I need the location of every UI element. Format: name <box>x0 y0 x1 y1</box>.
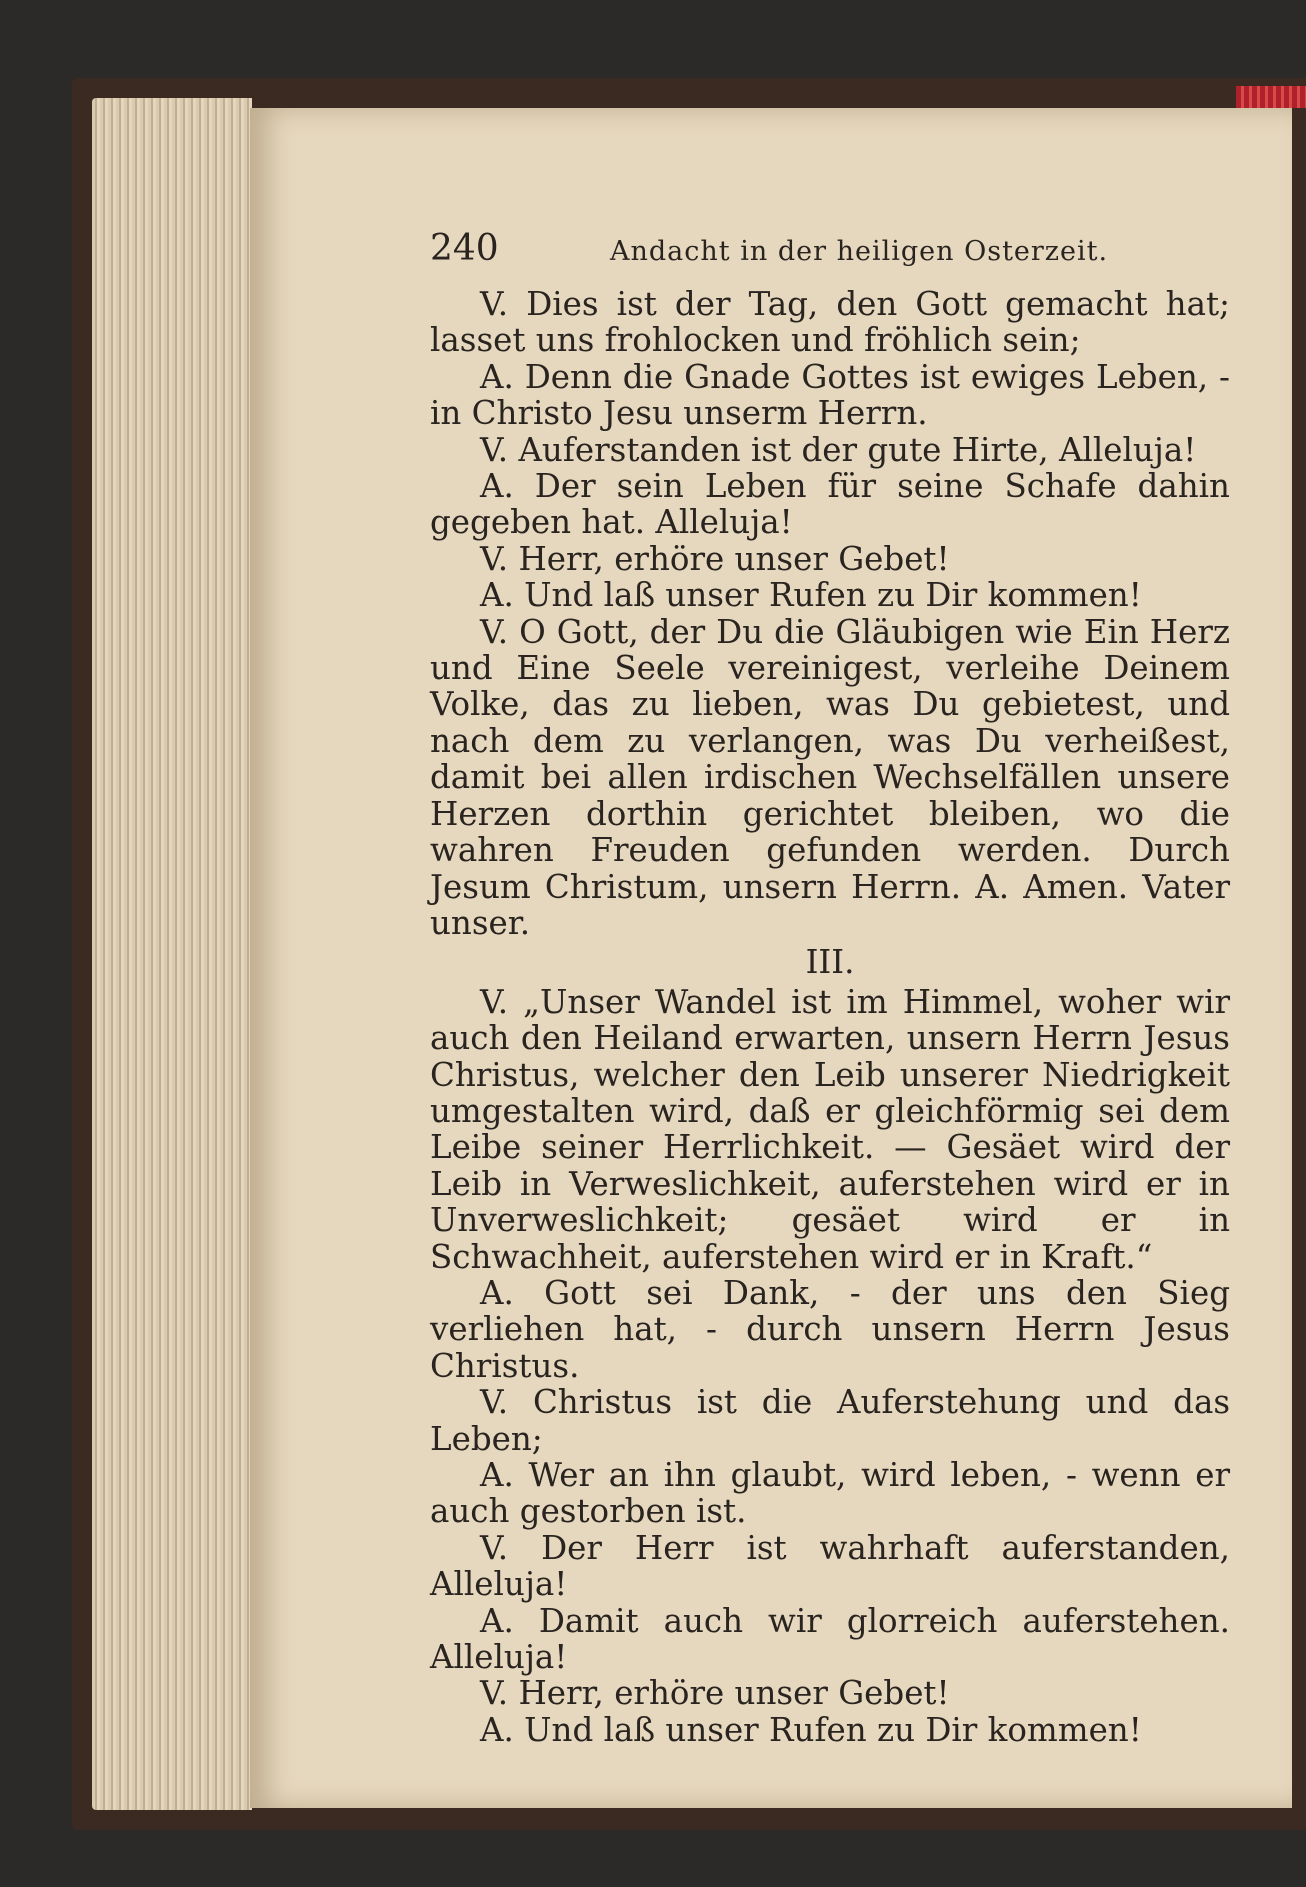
paragraph: V. Herr, erhöre unser Gebet! <box>480 1674 950 1713</box>
running-head <box>430 228 1210 269</box>
paragraph: A. Der sein Leben für seine Schafe dahin gegeben hat. Alleluja! <box>430 467 1230 542</box>
book-page <box>250 108 1292 1808</box>
paragraph: V. O Gott, der Du die Gläubigen wie Ein Herz und Eine Seele vereinigest, verleihe Deinem Volke, das zu lieben, was Du gebietest, und nach dem zu verlangen, was Du verheißest, damit bei allen irdischen Wechselfällen unsere Herzen dorthin gerichtet bleiben, wo die wahren Freuden gefunden werden. Durch Jesum Christum, unsern Herrn. A. Amen. Vater unser. <box>430 612 1230 942</box>
section-heading: III. <box>805 943 855 982</box>
paragraph: V. Herr, erhöre unser Gebet! <box>480 539 950 578</box>
paragraph: A. Und laß unser Rufen zu Dir kommen! <box>480 576 1142 615</box>
ribbon-bookmark <box>1236 86 1306 108</box>
paragraph: V. Dies ist der Tag, den Gott gemacht hat; lasset uns frohlocken und fröhlich sein; <box>430 285 1230 360</box>
paragraph: V. Christus ist die Auferstehung und das Leben; <box>430 1383 1230 1458</box>
paragraph: A. Denn die Gnade Gottes ist ewiges Leben, - in Christo Jesu unserm Herrn. <box>430 357 1230 433</box>
page-edges <box>92 98 252 1810</box>
paragraph: V. „Unser Wandel ist im Himmel, woher wir auch den Heiland erwarten, unsern Herrn Jesus Christus, welcher den Leib unserer Niedrigkeit umgestalten wird, daß er gleichförmig sei dem Leibe seiner Herrlichkeit. — Gesäet wird der Leib in Verweslichkeit, auferstehen wird er in Unverweslichkeit; gesäet wird er in Schwachheit, auferstehen wird er in Kraft.“ <box>430 982 1230 1276</box>
paragraph: V. Der Herr ist wahrhaft auferstanden, Alleluja! <box>430 1528 1230 1604</box>
page-text <box>430 286 1230 1748</box>
paragraph: A. Damit auch wir glorreich auferstehen. Alleluja! <box>430 1601 1230 1677</box>
paragraph: A. Wer an ihn glaubt, wird leben, - wenn er auch gestorben ist. <box>430 1456 1230 1531</box>
running-head-title: Andacht in der heiligen Osterzeit. <box>610 236 1109 267</box>
paragraph: A. Und laß unser Rufen zu Dir kommen! <box>480 1710 1142 1749</box>
paragraph: V. Auferstanden ist der gute Hirte, Alleluja! <box>480 430 1197 469</box>
paragraph: A. Gott sei Dank, - der uns den Sieg verliehen hat, - durch unsern Herrn Jesus Christus. <box>430 1273 1230 1385</box>
page-number: 240 <box>430 228 499 269</box>
